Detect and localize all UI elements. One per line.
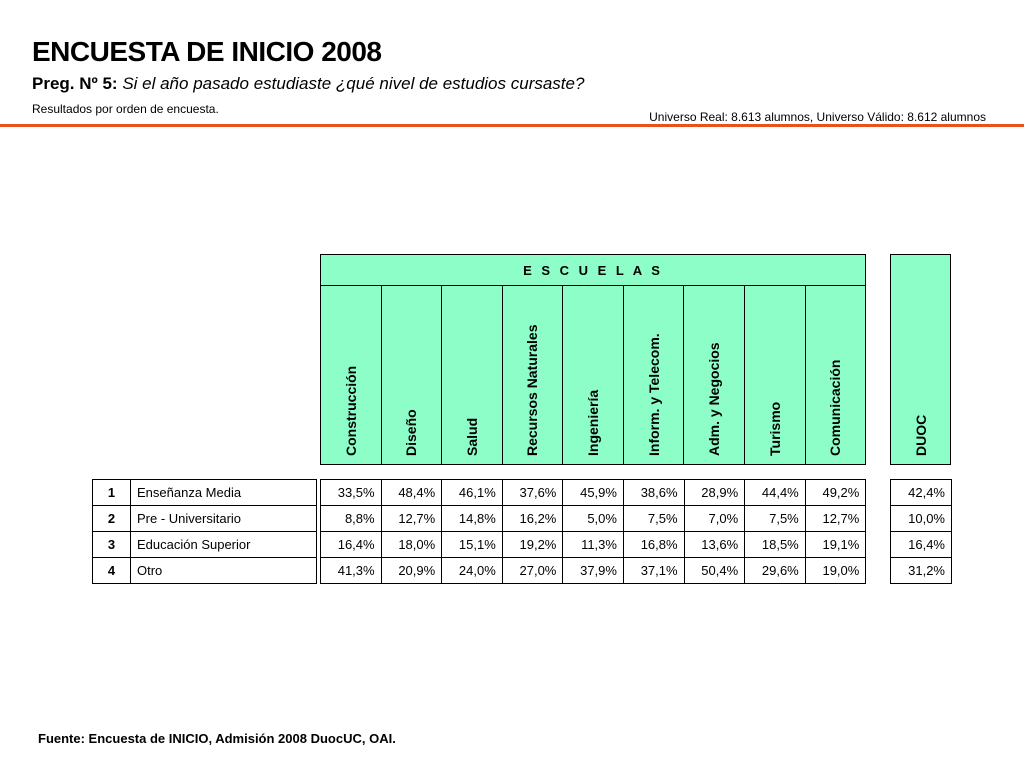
row-category: Otro — [131, 558, 317, 584]
value-cell: 50,4% — [684, 558, 745, 584]
value-cell: 45,9% — [563, 480, 624, 506]
table-row — [891, 480, 952, 506]
value-cell: 13,6% — [684, 532, 745, 558]
school-header-label: Recursos Naturales — [524, 324, 541, 456]
school-header-label: Diseño — [403, 409, 420, 456]
value-cell: 16,2% — [502, 506, 563, 532]
school-header-label: Construcción — [342, 365, 359, 456]
school-header-label: Turismo — [766, 401, 783, 456]
value-cell: 28,9% — [684, 480, 745, 506]
source-footer: Fuente: Encuesta de INICIO, Admisión 2008 DuocUC, OAI. — [38, 731, 396, 746]
row-number: 3 — [93, 532, 131, 558]
value-cell: 19,1% — [805, 532, 866, 558]
value-cell: 29,6% — [745, 558, 806, 584]
duoc-values-table — [890, 479, 952, 584]
table-row — [93, 480, 317, 506]
page-title: ENCUESTA DE INICIO 2008 — [32, 36, 382, 67]
value-cell: 15,1% — [442, 532, 503, 558]
school-header-label: Salud — [463, 417, 480, 456]
value-cell: 5,0% — [563, 506, 624, 532]
value-cell: 16,4% — [321, 532, 382, 558]
value-cell: 8,8% — [321, 506, 382, 532]
table-row — [93, 506, 317, 532]
value-cell: 19,2% — [502, 532, 563, 558]
table-row — [891, 532, 952, 558]
school-header-col — [563, 286, 624, 464]
value-cell: 14,8% — [442, 506, 503, 532]
school-header-col — [321, 286, 382, 464]
question-text: Si el año pasado estudiaste ¿qué nivel de estudios cursaste? — [122, 74, 585, 93]
school-header-col — [503, 286, 564, 464]
school-values-table — [320, 479, 866, 584]
title-divider — [0, 124, 1024, 127]
value-cell: 16,8% — [623, 532, 684, 558]
value-cell: 18,0% — [381, 532, 442, 558]
value-cell: 7,5% — [623, 506, 684, 532]
value-cell: 37,1% — [623, 558, 684, 584]
table-row — [891, 506, 952, 532]
value-cell: 48,4% — [381, 480, 442, 506]
row-category: Educación Superior — [131, 532, 317, 558]
value-cell: 49,2% — [805, 480, 866, 506]
value-cell: 37,6% — [502, 480, 563, 506]
table-row — [321, 506, 866, 532]
question-prefix: Preg. Nº 5: — [32, 74, 118, 93]
value-cell: 7,5% — [745, 506, 806, 532]
school-header-col — [624, 286, 685, 464]
school-header-col — [382, 286, 443, 464]
universe-note: Universo Real: 8.613 alumnos, Universo Válido: 8.612 alumnos — [649, 110, 986, 124]
school-header-col — [684, 286, 745, 464]
results-note: Resultados por orden de encuesta. — [32, 102, 219, 116]
duoc-value-cell: 16,4% — [891, 532, 952, 558]
schools-group-header: E S C U E L A S — [320, 254, 866, 285]
row-number: 2 — [93, 506, 131, 532]
row-number: 1 — [93, 480, 131, 506]
value-cell: 41,3% — [321, 558, 382, 584]
school-column-headers — [320, 285, 866, 465]
value-cell: 44,4% — [745, 480, 806, 506]
value-cell: 20,9% — [381, 558, 442, 584]
duoc-value-cell: 10,0% — [891, 506, 952, 532]
table-row — [93, 532, 317, 558]
duoc-column-header — [890, 254, 951, 465]
value-cell: 46,1% — [442, 480, 503, 506]
value-cell: 19,0% — [805, 558, 866, 584]
value-cell: 11,3% — [563, 532, 624, 558]
row-category: Pre - Universitario — [131, 506, 317, 532]
school-header-label: Ingeniería — [585, 389, 602, 456]
value-cell: 7,0% — [684, 506, 745, 532]
table-row — [321, 532, 866, 558]
duoc-label: DUOC — [912, 414, 929, 456]
school-header-col — [745, 286, 806, 464]
school-header-col — [442, 286, 503, 464]
value-cell: 38,6% — [623, 480, 684, 506]
school-header-col — [806, 286, 866, 464]
school-header-label: Comunicación — [827, 359, 844, 456]
school-header-label: Inform. y Telecom. — [645, 333, 662, 456]
value-cell: 27,0% — [502, 558, 563, 584]
table-row — [93, 558, 317, 584]
table-row — [891, 558, 952, 584]
category-table — [92, 479, 317, 584]
school-header-label: Adm. y Negocios — [706, 342, 723, 456]
table-row — [321, 480, 866, 506]
value-cell: 33,5% — [321, 480, 382, 506]
value-cell: 18,5% — [745, 532, 806, 558]
duoc-value-cell: 31,2% — [891, 558, 952, 584]
value-cell: 24,0% — [442, 558, 503, 584]
row-category: Enseñanza Media — [131, 480, 317, 506]
duoc-value-cell: 42,4% — [891, 480, 952, 506]
row-number: 4 — [93, 558, 131, 584]
question — [32, 74, 584, 94]
table-row — [321, 558, 866, 584]
value-cell: 37,9% — [563, 558, 624, 584]
value-cell: 12,7% — [381, 506, 442, 532]
value-cell: 12,7% — [805, 506, 866, 532]
